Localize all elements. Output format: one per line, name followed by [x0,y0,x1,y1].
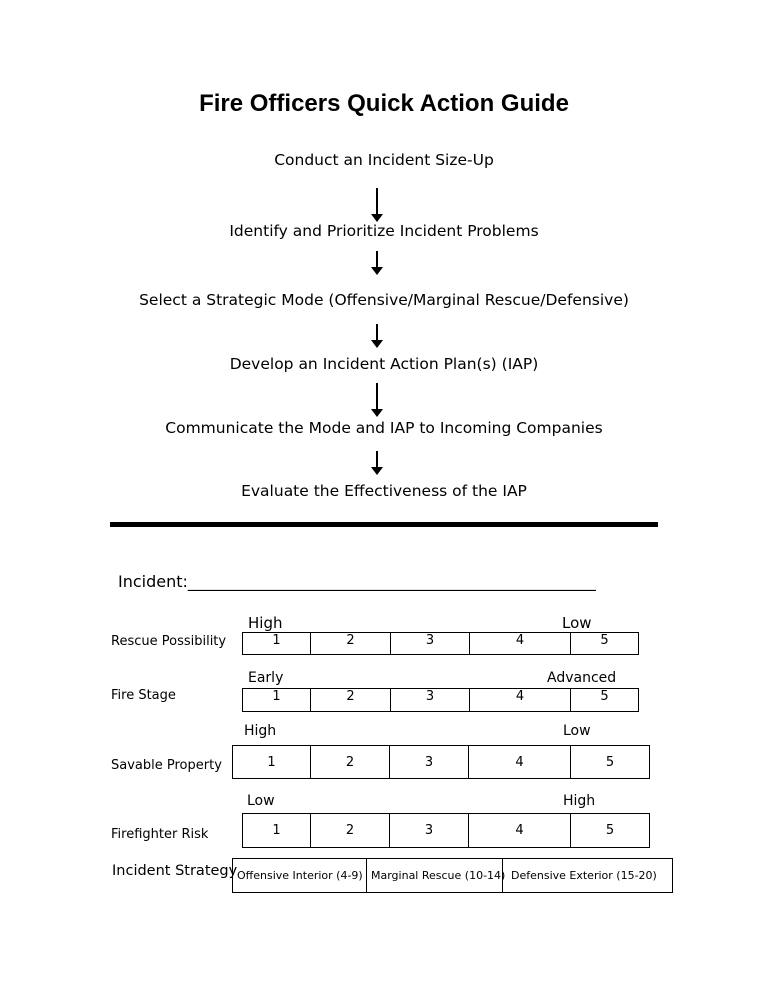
rating-option[interactable]: 4 [470,633,571,655]
rating-label-savable-property: Savable Property [111,758,222,773]
strategy-marginal-rescue[interactable]: Marginal Rescue (10-14) [367,859,503,893]
down-arrow-icon [371,383,383,417]
scale-low-end-label: High [244,723,277,739]
step-action-plan: Develop an Incident Action Plan(s) (IAP) [229,355,539,373]
rating-option[interactable]: 5 [571,689,639,712]
down-arrow-icon [371,324,383,348]
rating-scale-fire-stage [242,688,639,712]
strategy-defensive-exterior[interactable]: Defensive Exterior (15-20) [503,859,673,893]
incident-strategy-label: Incident Strategy [112,863,238,879]
scale-high-end-label: Advanced [547,670,617,686]
rating-option[interactable]: 4 [469,814,571,848]
rating-option[interactable]: 4 [470,689,571,712]
scale-low-end-label: Low [247,793,275,809]
rating-option[interactable]: 5 [571,746,650,779]
down-arrow-icon [371,188,383,222]
scale-low-end-label: High [248,614,283,632]
rating-option[interactable]: 2 [311,633,391,655]
scale-high-end-label: Low [562,614,592,632]
incident-strategy-options [232,858,673,893]
step-strategic-mode: Select a Strategic Mode (Offensive/Marginal Rescue/Defensive) [139,291,629,309]
step-identify-problems: Identify and Prioritize Incident Problems [229,222,539,240]
step-evaluate: Evaluate the Effectiveness of the IAP [241,482,527,500]
rating-option[interactable]: 5 [571,814,650,848]
scale-high-end-label: Low [563,723,591,739]
rating-option[interactable]: 5 [571,633,639,655]
rating-option[interactable]: 1 [243,814,311,848]
rating-scale-rescue-possibility [242,632,639,655]
rating-label-rescue-possibility: Rescue Possibility [111,634,227,649]
rating-option[interactable]: 1 [243,689,311,712]
rating-option[interactable]: 2 [311,689,391,712]
scale-low-end-label: Early [248,670,284,686]
rating-option[interactable]: 3 [391,689,470,712]
rating-option[interactable]: 2 [311,814,390,848]
rating-scale-savable-property [232,745,650,779]
rating-option[interactable]: 3 [391,633,470,655]
scale-high-end-label: High [563,793,596,809]
rating-option[interactable]: 3 [390,814,469,848]
step-communicate: Communicate the Mode and IAP to Incoming Companies [165,419,603,437]
rating-option[interactable]: 3 [390,746,469,779]
rating-scale-firefighter-risk [242,813,650,848]
page-title: Fire Officers Quick Action Guide [199,90,569,117]
rating-option[interactable]: 2 [311,746,390,779]
rating-option[interactable]: 4 [469,746,571,779]
rating-label-firefighter-risk: Firefighter Risk [111,827,209,842]
divider [110,522,658,527]
rating-option[interactable]: 1 [233,746,311,779]
rating-label-fire-stage: Fire Stage [111,688,176,703]
rating-option[interactable]: 1 [243,633,311,655]
down-arrow-icon [371,451,383,475]
strategy-offensive-interior[interactable]: Offensive Interior (4-9) [233,859,367,893]
incident-field[interactable]: Incident:___________________________________________________ [118,572,596,591]
step-size-up: Conduct an Incident Size-Up [274,151,494,169]
down-arrow-icon [371,251,383,275]
